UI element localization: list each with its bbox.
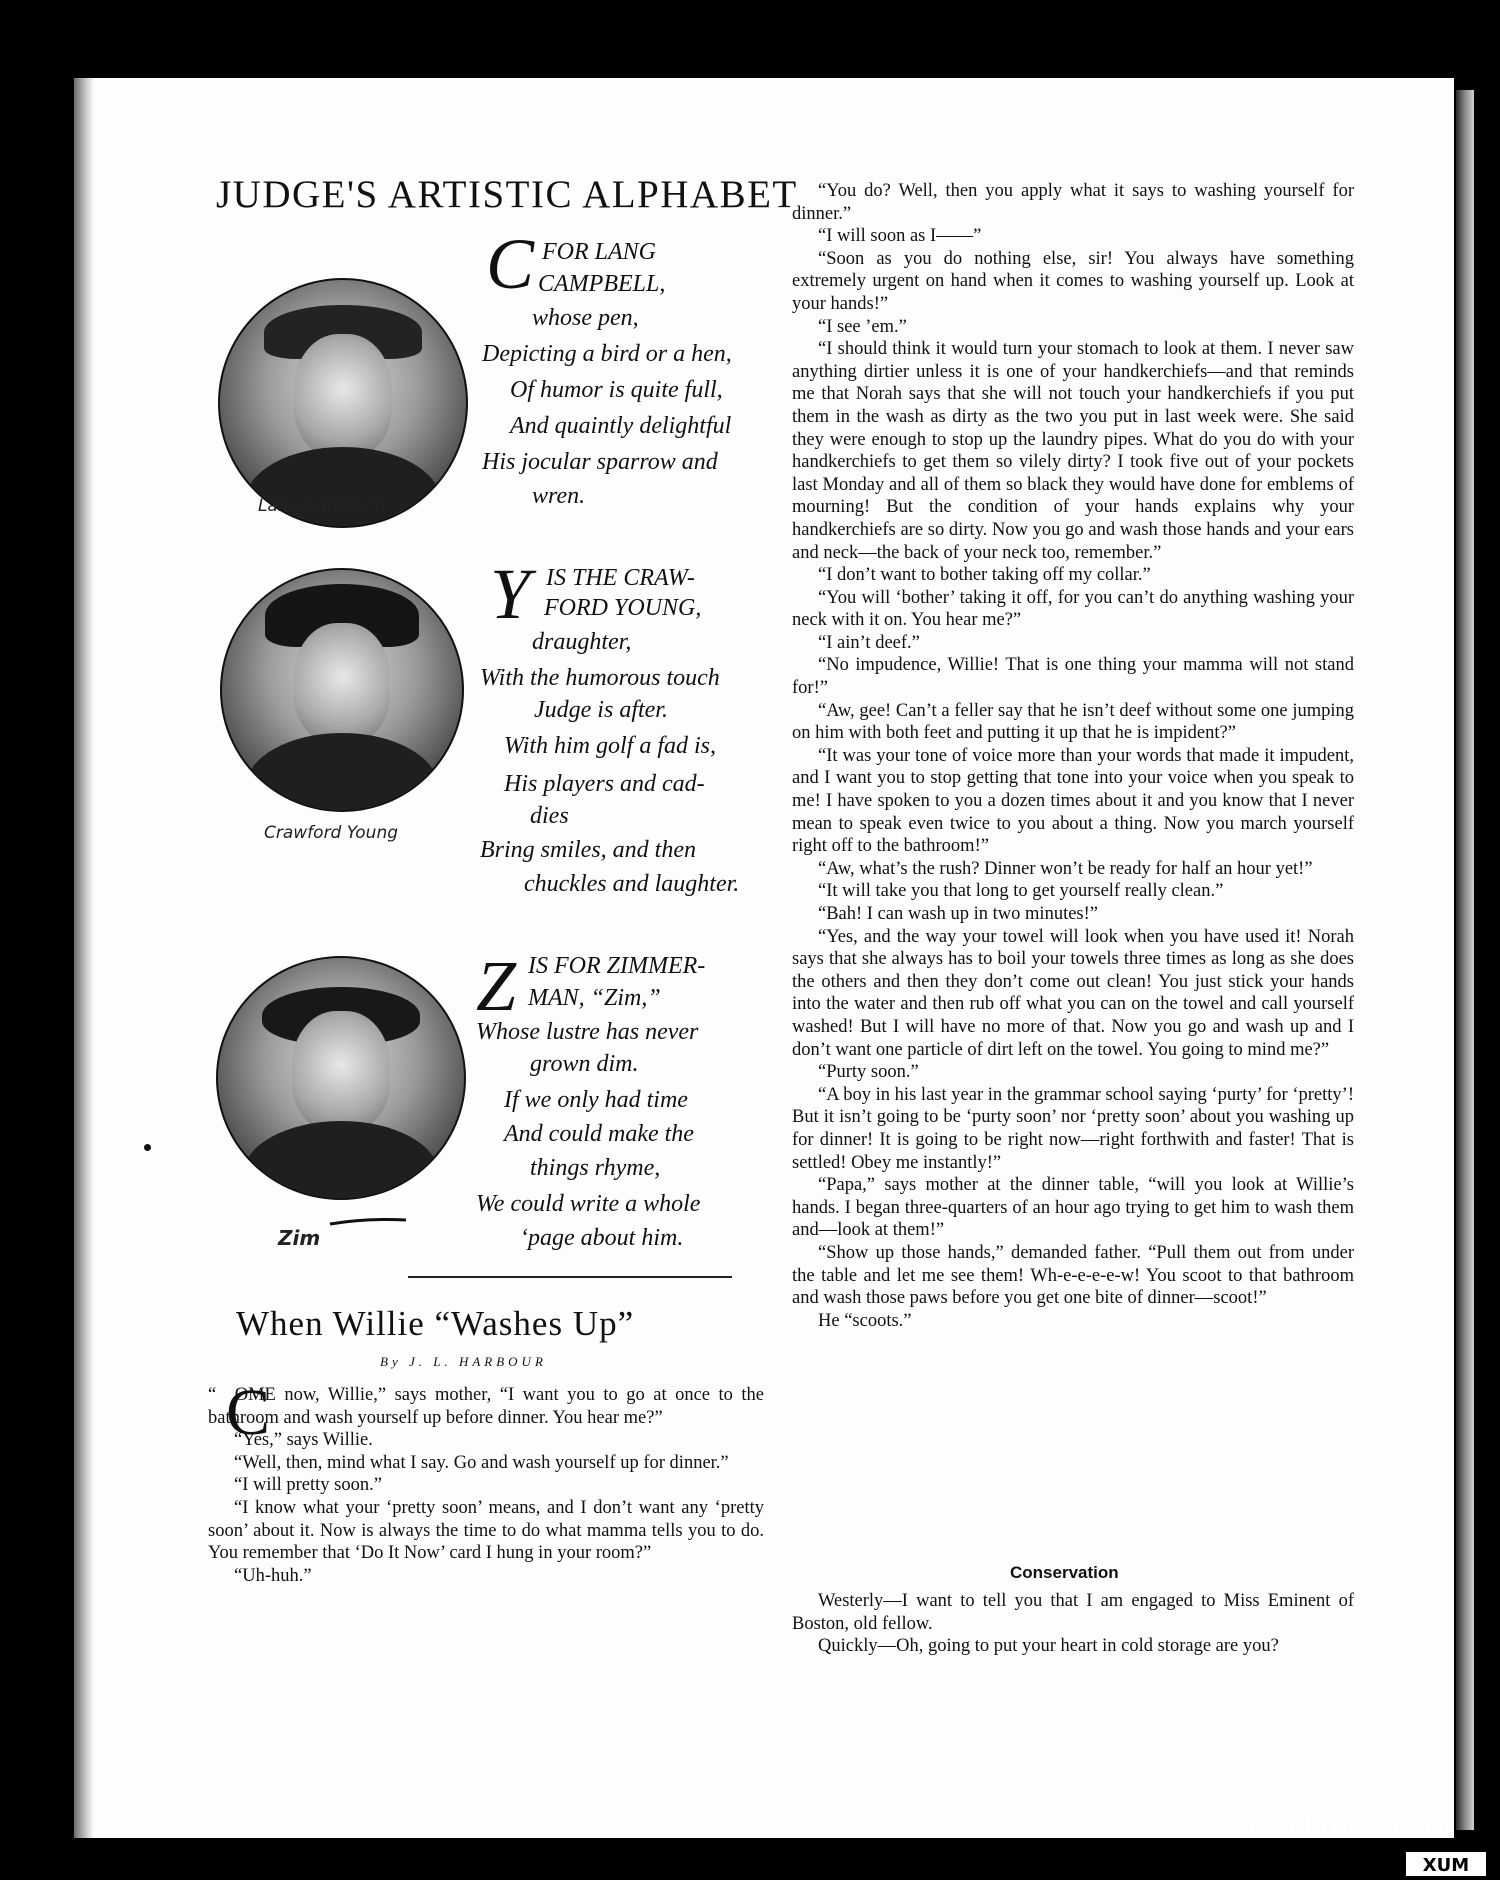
story-paragraph: “Show up those hands,” demanded father. “Pull them out from under the table and let me see them! Wh-e-e-e-e-w! You scoot to that bathroom and wash those paws before you get one bite of dinner—scoot!” [792,1242,1354,1309]
verse-y-line-2: FORD YOUNG, [544,595,702,621]
face-shape [292,1011,390,1131]
verse-y-line-7: His players and cad- [504,771,705,797]
story-paragraph: “Well, then, mind what I say. Go and wash yourself up for dinner.” [234,1452,729,1473]
portrait-zim [216,956,466,1200]
verse-z-line-1: IS FOR ZIMMER- [528,953,706,979]
story-paragraph: “No impudence, Willie! That is one thing your mamma will not stand for!” [792,655,1354,699]
story-paragraph: “ OME now, Willie,” says mother, “I want you to go at once to the bathroom and wash yourself up before dinner. You hear me?” [208,1385,764,1428]
shoulders-shape [243,1121,440,1200]
story-paragraph: “Aw, gee! Can’t a feller say that he isn’t deef without some one jumping on him with both feet and putting it up that he is impident?” [792,700,1354,744]
verse-z-line-9: ‘page about him. [520,1225,684,1251]
story-left-column [208,1384,764,1587]
verse-c-line-8: wren. [532,483,586,509]
verse-z-line-4: grown dim. [530,1051,639,1077]
story-paragraph: “I don’t want to bother taking off my collar.” [818,565,1151,586]
story-paragraph: “A boy in his last year in the grammar school saying ‘purty’ for ‘pretty’! But it isn’t going to be ‘purty soon’ nor ‘pretty soon’ about you washing up for dinner! It is going to be right now—right forthwith and faster! That is settled! Obey me instantly!” [792,1084,1354,1173]
story-paragraph: “Papa,” says mother at the dinner table, “will you look at Willie’s hands. I began three-quarters of an hour ago trying to get him to wash them and—look at them!” [792,1175,1354,1241]
dropcap-y: Y [490,554,531,634]
verse-c-line-3: whose pen, [532,305,639,331]
ink-speck [144,1144,151,1151]
story-paragraph: “I know what your ‘pretty soon’ means, and I don’t want any ‘pretty soon’ about it. Now is always the time to do what mamma tells you to do. You remember that ‘Do It Now’ card I hung in your room?” [208,1497,764,1564]
verse-y-line-1: IS THE CRAW- [546,565,695,591]
signature-underline [328,1216,408,1228]
verse-c-line-2: CAMPBELL, [538,271,666,297]
verse-y-line-3: draughter, [532,629,632,655]
section-divider [408,1276,732,1278]
portrait-lang-campbell [218,278,468,528]
watermark: comicbooks.com [1224,1812,1451,1843]
dropcap-c: C [486,224,535,304]
story-paragraph: “It will take you that long to get yourself really clean.” [818,881,1224,902]
verse-y-line-6: With him golf a fad is, [504,733,717,759]
story-paragraph: “Bah! I can wash up in two minutes!” [818,904,1098,924]
page-title: JUDGE'S ARTISTIC ALPHABET [216,173,798,216]
joke-line: Westerly—I want to tell you that I am engaged to Miss Eminent of Boston, old fellow. [792,1591,1354,1634]
verse-z-line-8: We could write a whole [476,1191,701,1217]
conservation-heading: Conservation [1010,1563,1119,1582]
verse-c-line-4: Depicting a bird or a hen, [482,341,732,367]
story-right-column [792,180,1354,1332]
signature-zim: Zim [278,1226,321,1250]
story-paragraph: “You do? Well, then you apply what it says to washing yourself for dinner.” [792,181,1354,224]
page-spine-shadow [74,78,94,1838]
face-shape [294,334,392,457]
verse-z-line-6: And could make the [504,1121,694,1147]
face-shape [294,623,390,743]
story-paragraph: “Uh-huh.” [234,1565,312,1586]
story-paragraph: “You will ‘bother’ taking it off, for you can’t do anything washing your neck with it on. You hear me?” [792,587,1354,631]
story-paragraph: “I should think it would turn your stomach to look at them. I never saw anything dirtier unless it is one of your handkerchiefs—and that reminds me that Norah says that she will not touch your handkerchiefs if you put them in the wash as dirty as the two you put in last week were. She said they were enough to stop up the laundry pipes. What do you do with your handkerchiefs to get them so vilely dirty? I took five out of your pockets last Monday and all of them so black they would have done for emblems of mourning! But the condition of your hands explains why your handkerchiefs are so dirty. Now you go and wash those hands and your ears and neck—the back of your neck too, remember.” [792,339,1354,563]
corner-tag: XUM [1406,1852,1486,1876]
verse-y-line-5: Judge is after. [534,697,668,723]
verse-c-line-5: Of humor is quite full, [510,377,723,403]
verse-c-line-7: His jocular sparrow and [482,449,718,475]
joke-line: Quickly—Oh, going to put your heart in cold storage are you? [818,1636,1279,1657]
verse-y-line-4: With the humorous touch [480,665,720,691]
shoulders-shape [246,733,438,812]
signature-lang-campbell: Lang Campbell [258,496,386,516]
story-dropcap-c: C [226,1376,271,1449]
verse-z-line-5: If we only had time [504,1087,688,1113]
story-paragraph: “It was your tone of voice more than your words that made it impudent, and I want you to stop getting that tone into your voice when you speak to me! I have spoken to you a dozen times about it and you know that I never mean to speak even twice to you about a thing. Now you march yourself right off to the bathroom!” [792,745,1354,857]
verse-z-line-7: things rhyme, [530,1155,661,1181]
portrait-crawford-young [220,568,464,812]
next-page-edge [1456,90,1474,1830]
story-paragraph: He “scoots.” [818,1310,912,1331]
story-paragraph: “I ain’t deef.” [818,632,920,653]
story-byline: By J. L. HARBOUR [380,1354,547,1369]
verse-c-line-6: And quaintly delightful [510,413,732,439]
signature-crawford-young: Crawford Young [264,823,399,843]
story-paragraph: “Yes,” says Willie. [234,1430,373,1451]
story-paragraph: “Aw, what’s the rush? Dinner won’t be ready for half an hour yet!” [818,858,1313,879]
story-paragraph: “I will soon as I——” [818,226,982,247]
verse-y-line-8: dies [530,803,569,829]
dropcap-z: Z [476,946,517,1026]
conservation-joke [792,1590,1354,1658]
verse-y-line-10: chuckles and laughter. [524,871,740,897]
verse-c-line-1: FOR LANG [542,239,656,265]
story-paragraph: “Yes, and the way your towel will look when you have used it! Norah says that she always has to boil your towels three times as long as she does the others and then they don’t come out clean! You just stick your hands into the water and then rub off what you can on the towel and call yourself washed! But I will have no more of that. Now you go and wash up and I don’t want one particle of dirt left on the towel. You going to mind me?” [792,926,1354,1060]
verse-z-line-3: Whose lustre has never [476,1019,699,1045]
verse-y-line-9: Bring smiles, and then [480,837,696,863]
story-title: When Willie “Washes Up” [236,1304,635,1343]
verse-z-line-2: MAN, “Zim,” [528,985,661,1011]
story-paragraph: “I will pretty soon.” [234,1475,382,1496]
story-paragraph: “Purty soon.” [818,1062,919,1083]
story-paragraph: “I see ’em.” [818,316,907,337]
story-paragraph: “Soon as you do nothing else, sir! You always have something extremely urgent on hand when it comes to washing yourself up. Look at your hands!” [792,248,1354,314]
